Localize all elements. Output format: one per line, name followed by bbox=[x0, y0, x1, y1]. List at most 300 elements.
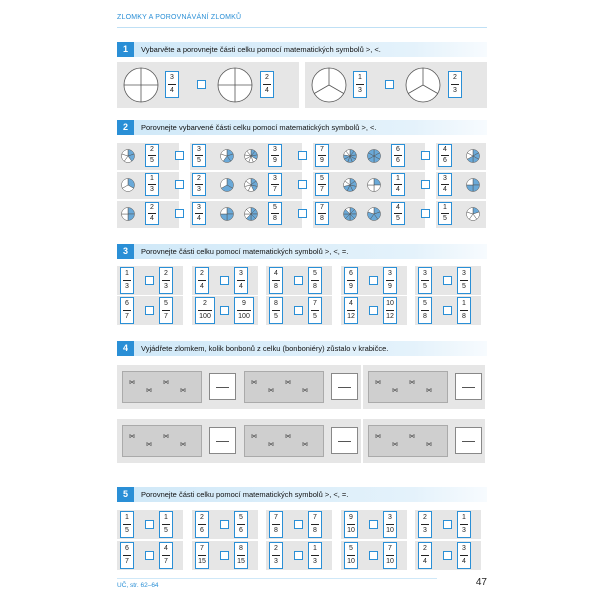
comparison-answer-box[interactable] bbox=[220, 276, 229, 285]
numerator: 3 bbox=[239, 270, 243, 277]
fraction bbox=[391, 202, 405, 225]
candy-icon: ⋈ bbox=[375, 434, 381, 440]
comparison-answer-box[interactable] bbox=[443, 520, 452, 529]
numerator: 5 bbox=[349, 545, 353, 552]
candy-icon: ⋈ bbox=[163, 434, 169, 440]
task-3-bar bbox=[117, 244, 487, 259]
footer-divider bbox=[117, 578, 437, 579]
comparison-answer-box[interactable] bbox=[175, 151, 184, 160]
comparison-answer-box[interactable] bbox=[220, 551, 229, 560]
shaded-shape-icon bbox=[244, 207, 258, 221]
fraction bbox=[268, 202, 282, 225]
denominator: 8 bbox=[274, 283, 278, 290]
fraction-answer-field[interactable] bbox=[209, 427, 236, 454]
workbook-page bbox=[100, 0, 500, 600]
denominator: 9 bbox=[349, 283, 353, 290]
fraction bbox=[234, 267, 248, 294]
shaded-shape-icon bbox=[121, 149, 135, 163]
fraction bbox=[269, 542, 283, 569]
fraction bbox=[418, 511, 432, 538]
fraction bbox=[195, 297, 215, 324]
fraction bbox=[260, 71, 274, 98]
task-4-text: Vyjádřete zlomkem, kolik bonbonů z celku (bonboniéry) zůstalo v krabičce. bbox=[141, 344, 389, 353]
numerator: 6 bbox=[125, 545, 129, 552]
comparison-answer-box[interactable] bbox=[294, 276, 303, 285]
comparison-answer-box[interactable] bbox=[145, 306, 154, 315]
fraction bbox=[418, 297, 432, 324]
shaded-shape-icon bbox=[466, 149, 480, 163]
comparison-answer-box[interactable] bbox=[294, 520, 303, 529]
task-1-bar bbox=[117, 42, 487, 57]
numerator: 4 bbox=[164, 545, 168, 552]
denominator: 4 bbox=[150, 215, 154, 222]
fraction-circle-icon[interactable] bbox=[123, 67, 159, 103]
comparison-answer-box[interactable] bbox=[220, 520, 229, 529]
denominator: 7 bbox=[164, 558, 168, 565]
numerator: 2 bbox=[274, 545, 278, 552]
denominator: 5 bbox=[125, 527, 129, 534]
numerator: 1 bbox=[313, 545, 317, 552]
candy-icon: ⋈ bbox=[285, 380, 291, 386]
denominator: 12 bbox=[386, 313, 394, 320]
numerator: 7 bbox=[313, 300, 317, 307]
denominator: 8 bbox=[423, 313, 427, 320]
numerator: 6 bbox=[396, 146, 400, 153]
shaded-shape-icon bbox=[367, 207, 381, 221]
fraction-answer-field[interactable] bbox=[331, 373, 358, 400]
numerator: 6 bbox=[349, 270, 353, 277]
task-5-number: 5 bbox=[117, 487, 134, 502]
comparison-answer-box[interactable] bbox=[175, 180, 184, 189]
numerator: 1 bbox=[164, 514, 168, 521]
candy-box bbox=[368, 425, 448, 457]
numerator: 2 bbox=[423, 514, 427, 521]
denominator: 9 bbox=[320, 157, 324, 164]
comparison-answer-box[interactable] bbox=[197, 80, 206, 89]
numerator: 2 bbox=[423, 545, 427, 552]
denominator: 8 bbox=[320, 215, 324, 222]
fraction bbox=[234, 297, 254, 324]
fraction bbox=[234, 511, 248, 538]
fraction bbox=[353, 71, 367, 98]
comparison-answer-box[interactable] bbox=[298, 209, 307, 218]
fraction-line bbox=[462, 441, 475, 442]
denominator: 5 bbox=[462, 283, 466, 290]
fraction-line bbox=[338, 441, 351, 442]
shaded-shape-icon bbox=[466, 207, 480, 221]
numerator: 3 bbox=[197, 146, 201, 153]
candy-icon: ⋈ bbox=[180, 388, 186, 394]
fraction bbox=[120, 297, 134, 324]
fraction bbox=[195, 511, 209, 538]
comparison-answer-box[interactable] bbox=[421, 151, 430, 160]
page-header: ZLOMKY A POROVNÁVÁNÍ ZLOMKŮ bbox=[117, 14, 242, 21]
denominator: 9 bbox=[388, 283, 392, 290]
denominator: 6 bbox=[443, 157, 447, 164]
numerator: 3 bbox=[423, 270, 427, 277]
denominator: 3 bbox=[197, 186, 201, 193]
candy-icon: ⋈ bbox=[302, 388, 308, 394]
numerator: 10 bbox=[386, 300, 394, 307]
candy-box bbox=[244, 371, 324, 403]
comparison-answer-box[interactable] bbox=[421, 180, 430, 189]
fraction bbox=[120, 511, 134, 538]
comparison-answer-box[interactable] bbox=[220, 306, 229, 315]
fraction bbox=[195, 542, 209, 569]
shaded-shape-icon bbox=[220, 149, 234, 163]
fraction bbox=[269, 267, 283, 294]
denominator: 3 bbox=[453, 87, 457, 94]
numerator: 5 bbox=[164, 300, 168, 307]
fraction-answer-field[interactable] bbox=[209, 373, 236, 400]
numerator: 2 bbox=[164, 270, 168, 277]
shaded-shape-icon bbox=[343, 207, 357, 221]
denominator: 4 bbox=[265, 87, 269, 94]
comparison-answer-box[interactable] bbox=[369, 520, 378, 529]
candy-icon: ⋈ bbox=[409, 434, 415, 440]
numerator: 8 bbox=[239, 545, 243, 552]
fraction bbox=[145, 173, 159, 196]
shaded-shape-icon bbox=[244, 149, 258, 163]
numerator: 7 bbox=[274, 514, 278, 521]
denominator: 5 bbox=[150, 157, 154, 164]
denominator: 12 bbox=[347, 313, 355, 320]
numerator: 4 bbox=[396, 204, 400, 211]
fraction bbox=[120, 267, 134, 294]
denominator: 15 bbox=[237, 558, 245, 565]
candy-icon: ⋈ bbox=[375, 380, 381, 386]
denominator: 4 bbox=[462, 558, 466, 565]
candy-icon: ⋈ bbox=[392, 388, 398, 394]
denominator: 5 bbox=[164, 527, 168, 534]
numerator: 5 bbox=[320, 175, 324, 182]
numerator: 4 bbox=[274, 270, 278, 277]
task-4-number: 4 bbox=[117, 341, 134, 356]
denominator: 4 bbox=[200, 283, 204, 290]
candy-icon: ⋈ bbox=[146, 442, 152, 448]
denominator: 7 bbox=[164, 313, 168, 320]
fraction bbox=[268, 173, 282, 196]
comparison-answer-box[interactable] bbox=[298, 180, 307, 189]
fraction bbox=[315, 202, 329, 225]
fraction bbox=[192, 173, 206, 196]
comparison-answer-box[interactable] bbox=[294, 306, 303, 315]
fraction bbox=[308, 511, 322, 538]
fraction bbox=[457, 511, 471, 538]
denominator: 8 bbox=[313, 283, 317, 290]
denominator: 15 bbox=[198, 558, 206, 565]
numerator: 2 bbox=[203, 300, 207, 307]
candy-icon: ⋈ bbox=[285, 434, 291, 440]
fraction-answer-field[interactable] bbox=[455, 373, 482, 400]
candy-box bbox=[244, 425, 324, 457]
denominator: 5 bbox=[197, 157, 201, 164]
numerator: 2 bbox=[150, 204, 154, 211]
numerator: 5 bbox=[423, 300, 427, 307]
numerator: 4 bbox=[349, 300, 353, 307]
task-5-text: Porovnejte části celku pomocí matematických symbolů >, <, =. bbox=[141, 490, 349, 499]
numerator: 3 bbox=[273, 175, 277, 182]
denominator: 3 bbox=[358, 87, 362, 94]
fraction bbox=[391, 144, 405, 167]
comparison-answer-box[interactable] bbox=[369, 306, 378, 315]
numerator: 8 bbox=[274, 300, 278, 307]
fraction-line bbox=[462, 387, 475, 388]
numerator: 5 bbox=[273, 204, 277, 211]
fraction-circle-icon[interactable] bbox=[311, 67, 347, 103]
shaded-shape-icon bbox=[343, 149, 357, 163]
fraction bbox=[344, 511, 358, 538]
numerator: 1 bbox=[150, 175, 154, 182]
shaded-shape-icon bbox=[367, 178, 381, 192]
denominator: 100 bbox=[199, 313, 211, 320]
header-divider bbox=[117, 27, 487, 28]
fraction bbox=[159, 542, 173, 569]
numerator: 2 bbox=[265, 74, 269, 81]
candy-icon: ⋈ bbox=[268, 388, 274, 394]
candy-icon: ⋈ bbox=[302, 442, 308, 448]
fraction bbox=[383, 297, 397, 324]
candy-icon: ⋈ bbox=[426, 388, 432, 394]
fraction bbox=[438, 144, 452, 167]
fraction bbox=[165, 71, 179, 98]
numerator: 1 bbox=[125, 514, 129, 521]
candy-icon: ⋈ bbox=[426, 442, 432, 448]
numerator: 3 bbox=[197, 204, 201, 211]
denominator: 100 bbox=[238, 313, 250, 320]
shaded-shape-icon bbox=[343, 178, 357, 192]
denominator: 3 bbox=[164, 283, 168, 290]
fraction bbox=[120, 542, 134, 569]
fraction bbox=[315, 144, 329, 167]
fraction bbox=[383, 542, 397, 569]
denominator: 5 bbox=[443, 215, 447, 222]
denominator: 8 bbox=[274, 527, 278, 534]
candy-box bbox=[368, 371, 448, 403]
denominator: 10 bbox=[347, 527, 355, 534]
numerator: 6 bbox=[125, 300, 129, 307]
denominator: 9 bbox=[273, 157, 277, 164]
denominator: 6 bbox=[239, 527, 243, 534]
textbook-reference: UČ, str. 62–64 bbox=[117, 582, 159, 589]
numerator: 1 bbox=[358, 74, 362, 81]
comparison-answer-box[interactable] bbox=[145, 551, 154, 560]
denominator: 10 bbox=[386, 527, 394, 534]
denominator: 3 bbox=[274, 558, 278, 565]
numerator: 3 bbox=[273, 146, 277, 153]
numerator: 2 bbox=[150, 146, 154, 153]
denominator: 3 bbox=[125, 283, 129, 290]
comparison-answer-box[interactable] bbox=[385, 80, 394, 89]
fraction bbox=[438, 202, 452, 225]
fraction bbox=[145, 144, 159, 167]
fraction-answer-field[interactable] bbox=[331, 427, 358, 454]
denominator: 3 bbox=[313, 558, 317, 565]
fraction bbox=[418, 542, 432, 569]
numerator: 7 bbox=[313, 514, 317, 521]
fraction bbox=[268, 144, 282, 167]
shaded-shape-icon bbox=[220, 178, 234, 192]
fraction bbox=[344, 542, 358, 569]
candy-icon: ⋈ bbox=[163, 380, 169, 386]
candy-icon: ⋈ bbox=[180, 442, 186, 448]
denominator: 6 bbox=[396, 157, 400, 164]
numerator: 2 bbox=[200, 514, 204, 521]
fraction bbox=[418, 267, 432, 294]
shaded-shape-icon bbox=[121, 178, 135, 192]
candy-icon: ⋈ bbox=[251, 434, 257, 440]
numerator: 3 bbox=[170, 74, 174, 81]
numerator: 3 bbox=[388, 270, 392, 277]
denominator: 3 bbox=[150, 186, 154, 193]
fraction bbox=[315, 173, 329, 196]
shaded-shape-icon bbox=[121, 207, 135, 221]
task-3-number: 3 bbox=[117, 244, 134, 259]
denominator: 5 bbox=[423, 283, 427, 290]
denominator: 7 bbox=[125, 313, 129, 320]
comparison-answer-box[interactable] bbox=[145, 520, 154, 529]
candy-icon: ⋈ bbox=[129, 380, 135, 386]
numerator: 3 bbox=[443, 175, 447, 182]
comparison-answer-box[interactable] bbox=[175, 209, 184, 218]
fraction bbox=[269, 297, 283, 324]
comparison-answer-box[interactable] bbox=[443, 551, 452, 560]
comparison-answer-box[interactable] bbox=[294, 551, 303, 560]
fraction bbox=[308, 267, 322, 294]
denominator: 4 bbox=[443, 186, 447, 193]
fraction-circle-icon[interactable] bbox=[405, 67, 441, 103]
comparison-answer-box[interactable] bbox=[443, 276, 452, 285]
fraction bbox=[195, 267, 209, 294]
numerator: 1 bbox=[125, 270, 129, 277]
numerator: 1 bbox=[443, 204, 447, 211]
task-5-bar bbox=[117, 487, 487, 502]
fraction-line bbox=[338, 387, 351, 388]
fraction bbox=[308, 297, 322, 324]
fraction-line bbox=[216, 387, 229, 388]
shaded-shape-icon bbox=[466, 178, 480, 192]
candy-icon: ⋈ bbox=[146, 388, 152, 394]
denominator: 5 bbox=[313, 313, 317, 320]
comparison-answer-box[interactable] bbox=[145, 276, 154, 285]
comparison-answer-box[interactable] bbox=[369, 551, 378, 560]
fraction-line bbox=[216, 441, 229, 442]
denominator: 7 bbox=[273, 186, 277, 193]
candy-icon: ⋈ bbox=[129, 434, 135, 440]
task-2-bar bbox=[117, 120, 487, 135]
denominator: 8 bbox=[462, 313, 466, 320]
shaded-shape-icon bbox=[367, 149, 381, 163]
comparison-answer-box[interactable] bbox=[298, 151, 307, 160]
fraction bbox=[192, 144, 206, 167]
fraction bbox=[344, 297, 358, 324]
fraction bbox=[383, 511, 397, 538]
fraction bbox=[159, 297, 173, 324]
numerator: 1 bbox=[462, 300, 466, 307]
comparison-answer-box[interactable] bbox=[443, 306, 452, 315]
candy-box bbox=[122, 371, 202, 403]
fraction bbox=[438, 173, 452, 196]
candy-box bbox=[122, 425, 202, 457]
fraction bbox=[457, 297, 471, 324]
numerator: 3 bbox=[462, 270, 466, 277]
shaded-shape-icon bbox=[244, 178, 258, 192]
denominator: 10 bbox=[386, 558, 394, 565]
comparison-answer-box[interactable] bbox=[421, 209, 430, 218]
numerator: 9 bbox=[242, 300, 246, 307]
numerator: 1 bbox=[462, 514, 466, 521]
denominator: 8 bbox=[273, 215, 277, 222]
numerator: 7 bbox=[320, 204, 324, 211]
numerator: 7 bbox=[388, 545, 392, 552]
fraction bbox=[457, 267, 471, 294]
task-1-number: 1 bbox=[117, 42, 134, 57]
denominator: 4 bbox=[197, 215, 201, 222]
numerator: 2 bbox=[453, 74, 457, 81]
denominator: 8 bbox=[313, 527, 317, 534]
denominator: 4 bbox=[396, 186, 400, 193]
denominator: 6 bbox=[200, 527, 204, 534]
fraction bbox=[192, 202, 206, 225]
fraction bbox=[269, 511, 283, 538]
fraction bbox=[391, 173, 405, 196]
denominator: 3 bbox=[423, 527, 427, 534]
numerator: 3 bbox=[388, 514, 392, 521]
task-2-text: Porovnejte vybarvené části celku pomocí matematických symbolů >, <. bbox=[141, 123, 377, 132]
denominator: 10 bbox=[347, 558, 355, 565]
candy-icon: ⋈ bbox=[392, 442, 398, 448]
denominator: 5 bbox=[396, 215, 400, 222]
task-3-text: Porovnejte části celku pomocí matematických symbolů >, <, =. bbox=[141, 247, 349, 256]
fraction bbox=[344, 267, 358, 294]
numerator: 4 bbox=[443, 146, 447, 153]
numerator: 7 bbox=[320, 146, 324, 153]
fraction bbox=[383, 267, 397, 294]
numerator: 2 bbox=[200, 270, 204, 277]
shaded-shape-icon bbox=[220, 207, 234, 221]
fraction bbox=[308, 542, 322, 569]
fraction bbox=[448, 71, 462, 98]
numerator: 7 bbox=[200, 545, 204, 552]
denominator: 7 bbox=[125, 558, 129, 565]
fraction-answer-field[interactable] bbox=[455, 427, 482, 454]
numerator: 2 bbox=[197, 175, 201, 182]
fraction bbox=[159, 511, 173, 538]
fraction bbox=[159, 267, 173, 294]
task-1-text: Vybarvěte a porovnejte části celku pomocí matematických symbolů >, <. bbox=[141, 45, 381, 54]
candy-icon: ⋈ bbox=[251, 380, 257, 386]
task-2-number: 2 bbox=[117, 120, 134, 135]
denominator: 7 bbox=[320, 186, 324, 193]
numerator: 5 bbox=[239, 514, 243, 521]
numerator: 5 bbox=[313, 270, 317, 277]
comparison-answer-box[interactable] bbox=[369, 276, 378, 285]
fraction bbox=[457, 542, 471, 569]
candy-icon: ⋈ bbox=[268, 442, 274, 448]
denominator: 4 bbox=[239, 283, 243, 290]
numerator: 3 bbox=[462, 545, 466, 552]
task-4-bar bbox=[117, 341, 487, 356]
fraction-circle-icon[interactable] bbox=[217, 67, 253, 103]
numerator: 9 bbox=[349, 514, 353, 521]
fraction bbox=[145, 202, 159, 225]
candy-icon: ⋈ bbox=[409, 380, 415, 386]
fraction bbox=[234, 542, 248, 569]
denominator: 4 bbox=[423, 558, 427, 565]
numerator: 1 bbox=[396, 175, 400, 182]
denominator: 4 bbox=[170, 87, 174, 94]
denominator: 3 bbox=[462, 527, 466, 534]
